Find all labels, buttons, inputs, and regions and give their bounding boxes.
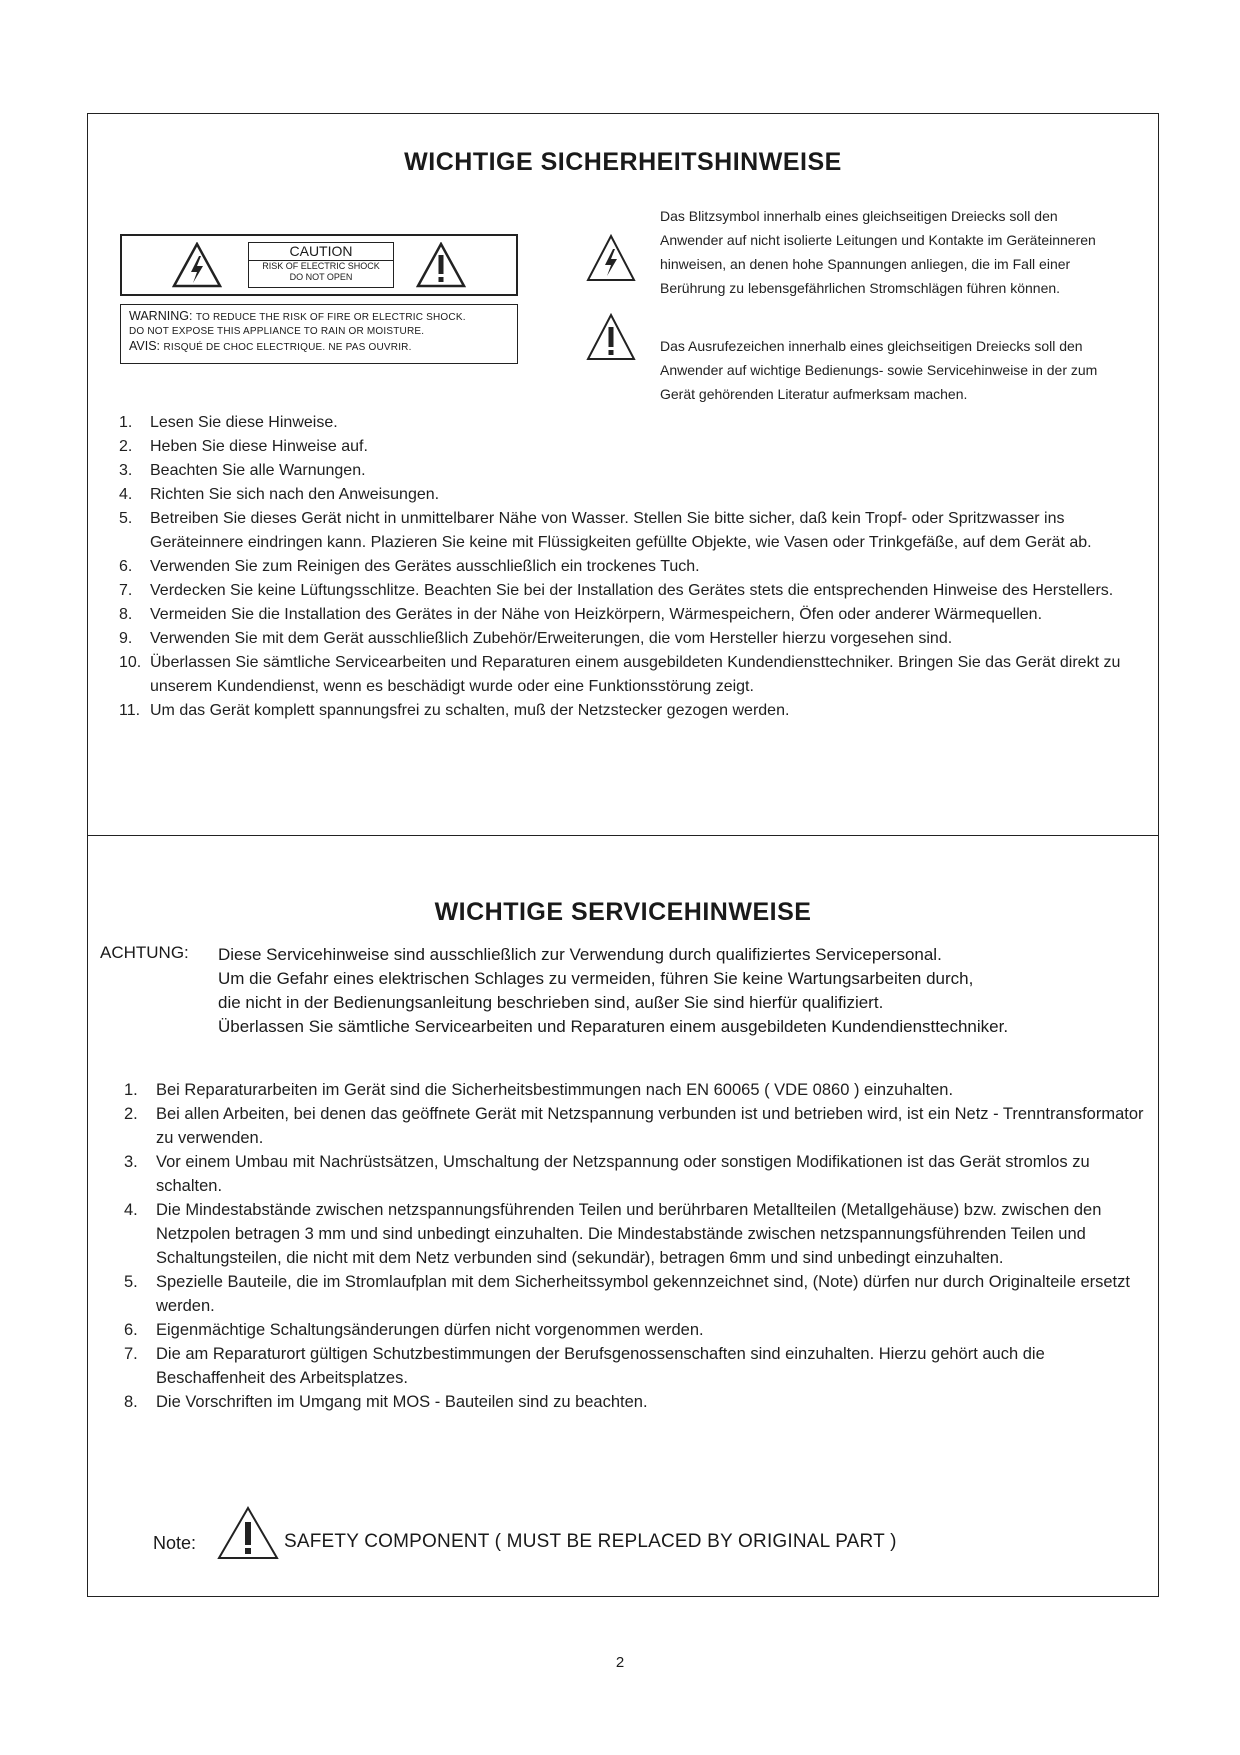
list-item <box>124 1198 1154 1270</box>
caution-risk-text: RISK OF ELECTRIC SHOCK <box>262 261 380 271</box>
section-divider <box>87 835 1159 836</box>
item-number: 8. <box>119 606 133 623</box>
achtung-line-2: Um die Gefahr eines elektrischen Schlages zu vermeiden, führen Sie keine Wartungsarbeiten durch, <box>218 969 974 988</box>
list-item <box>124 1318 1154 1342</box>
item-text: Verwenden Sie zum Reinigen des Gerätes ausschließlich ein trockenes Tuch. <box>150 558 700 575</box>
avis-text: RISQUÉ DE CHOC ELECTRIQUE. NE PAS OUVRIR. <box>163 342 412 353</box>
item-number: 10. <box>119 654 142 671</box>
list-item <box>119 579 1149 603</box>
list-item <box>119 603 1149 627</box>
list-item <box>124 1270 1154 1318</box>
item-number: 1. <box>124 1081 138 1099</box>
item-text: Vermeiden Sie die Installation des Gerätes in der Nähe von Heizkörpern, Wärmespeichern, Öfen oder anderer Wärmequellen. <box>150 606 1043 623</box>
warning-text-1: TO REDUCE THE RISK OF FIRE OR ELECTRIC SHOCK. <box>195 312 466 323</box>
achtung-label: ACHTUNG: <box>100 943 189 962</box>
item-text: Die am Reparaturort gültigen Schutzbestimmungen der Berufsgenossenschaften sind einzuhalten. Hierzu gehört auch die Beschaffenheit des Arbeitsplatzes. <box>156 1345 1045 1387</box>
lightning-symbol-icon <box>586 234 636 282</box>
item-number: 7. <box>119 582 133 599</box>
item-number: 11. <box>119 702 141 719</box>
list-item <box>124 1078 1154 1102</box>
list-item <box>119 435 1149 459</box>
safety-title: WICHTIGE SICHERHEITSHINWEISE <box>404 148 842 176</box>
caution-label-box <box>120 234 518 296</box>
list-item <box>119 699 1149 723</box>
achtung-line-3: die nicht in der Bedienungsanleitung beschrieben sind, außer Sie sind hierfür qualifiziert. <box>218 993 884 1012</box>
service-title: WICHTIGE SERVICEHINWEISE <box>434 898 812 926</box>
list-item <box>119 459 1149 483</box>
caution-label: CAUTION <box>249 243 393 261</box>
exclamation-explanation: Das Ausrufezeichen innerhalb eines gleichseitigen Dreiecks soll den Anwender auf wichtige Bedienungs- sowie Servicehinweise in der zum Gerät gehörenden Literatur aufmerksam machen. <box>660 338 1098 402</box>
item-number: 3. <box>119 462 133 479</box>
item-text: Die Vorschriften im Umgang mit MOS - Bauteilen sind zu beachten. <box>156 1393 648 1411</box>
item-text: Bei allen Arbeiten, bei denen das geöffnete Gerät mit Netzspannung verbunden ist und betrieben wird, ist ein Netz - Trenntransformator zu verwenden. <box>156 1105 1144 1147</box>
exclamation-warning-icon <box>416 242 466 288</box>
item-text: Vor einem Umbau mit Nachrüstsätzen, Umschaltung der Netzspannung oder sonstigen Modifikationen ist das Gerät stromlos zu schalten. <box>156 1153 1090 1195</box>
item-text: Verdecken Sie keine Lüftungsschlitze. Beachten Sie bei der Installation des Gerätes stets die entsprechenden Hinweise des Herstellers. <box>150 582 1114 599</box>
avis-prefix: AVIS: <box>129 339 161 353</box>
list-item <box>119 483 1149 507</box>
warning-line-1 <box>129 309 509 325</box>
caution-do-not-open-text: DO NOT OPEN <box>289 272 353 282</box>
item-number: 4. <box>119 486 133 503</box>
list-item <box>124 1342 1154 1390</box>
warning-text-2: DO NOT EXPOSE THIS APPLIANCE TO RAIN OR MOISTURE. <box>129 326 425 337</box>
item-text: Eigenmächtige Schaltungsänderungen dürfen nicht vorgenommen werden. <box>156 1321 704 1339</box>
list-item <box>124 1102 1154 1150</box>
note-text: SAFETY COMPONENT ( MUST BE REPLACED BY ORIGINAL PART ) <box>284 1531 897 1552</box>
item-text: Überlassen Sie sämtliche Servicearbeiten und Reparaturen einem ausgebildeten Kundendiensttechniker. Bringen Sie das Gerät direkt zu unserem Kundendienst, wenn es beschädigt wurde oder eine Funktionsstörung zeigt. <box>150 654 1121 695</box>
avis-line <box>129 339 509 355</box>
achtung-text <box>218 943 1138 1039</box>
item-text: Beachten Sie alle Warnungen. <box>150 462 366 479</box>
item-text: Verwenden Sie mit dem Gerät ausschließlich Zubehör/Erweiterungen, die vom Hersteller hierzu vorgesehen sind. <box>150 630 953 647</box>
item-number: 9. <box>119 630 133 647</box>
page-number: 2 <box>615 1654 625 1671</box>
item-number: 8. <box>124 1393 138 1411</box>
safety-list <box>119 411 1149 723</box>
list-item <box>119 555 1149 579</box>
item-number: 5. <box>119 510 133 527</box>
lightning-warning-icon <box>172 242 222 288</box>
warning-box <box>120 304 518 364</box>
item-number: 4. <box>124 1201 138 1219</box>
item-text: Richten Sie sich nach den Anweisungen. <box>150 486 440 503</box>
item-text: Um das Gerät komplett spannungsfrei zu schalten, muß der Netzstecker gezogen werden. <box>150 702 790 719</box>
item-text: Lesen Sie diese Hinweise. <box>150 414 338 431</box>
item-number: 1. <box>119 414 133 431</box>
item-text: Bei Reparaturarbeiten im Gerät sind die Sicherheitsbestimmungen nach EN 60065 ( VDE 0860 ) einzuhalten. <box>156 1081 954 1099</box>
item-number: 6. <box>119 558 133 575</box>
lightning-explanation: Das Blitzsymbol innerhalb eines gleichseitigen Dreiecks soll den Anwender auf nicht isolierte Leitungen und Kontakte im Geräteinneren hinweisen, an denen hohe Spannungen anliegen, die im Fall einer Berührung zu lebensgefährlichen Stromschlägen führen können. <box>660 208 1096 296</box>
service-list <box>124 1078 1154 1414</box>
item-number: 2. <box>124 1105 138 1123</box>
list-item <box>119 627 1149 651</box>
list-item <box>119 507 1149 555</box>
item-number: 5. <box>124 1273 138 1291</box>
item-number: 2. <box>119 438 133 455</box>
item-text: Die Mindestabstände zwischen netzspannungsführenden Teilen und berührbaren Metallteilen (Metallgehäuse) bzw. zwischen den Netzpolen betragen 3 mm und sind unbedingt einzuhalten. Die Mindestabstände zwischen netzspannungsführenden Teilen und Schaltungsteilen, die nicht mit dem Netz verbunden sind (sekundär), betragen 6mm und sind unbedingt einzuhalten. <box>156 1201 1102 1267</box>
item-text: Heben Sie diese Hinweise auf. <box>150 438 368 455</box>
item-number: 6. <box>124 1321 138 1339</box>
item-number: 7. <box>124 1345 138 1363</box>
list-item <box>119 411 1149 435</box>
list-item <box>119 651 1149 699</box>
item-text: Spezielle Bauteile, die im Stromlaufplan mit dem Sicherheitssymbol gekennzeichnet sind, (Note) dürfen nur durch Originalteile ersetzt werden. <box>156 1273 1130 1315</box>
achtung-line-4: Überlassen Sie sämtliche Servicearbeiten und Reparaturen einem ausgebildeten Kundendiensttechniker. <box>218 1017 1009 1036</box>
item-text: Betreiben Sie dieses Gerät nicht in unmittelbarer Nähe von Wasser. Stellen Sie bitte sicher, daß kein Tropf- oder Spritzwasser ins Geräteinnere eindringen kann. Plazieren Sie keine mit Flüssigkeiten gefüllte Objekte, wie Vasen oder Trinkgefäße, auf dem Gerät ab. <box>150 510 1092 551</box>
item-number: 3. <box>124 1153 138 1171</box>
achtung-line-1: Diese Servicehinweise sind ausschließlich zur Verwendung durch qualifiziertes Servicepersonal. <box>218 945 942 964</box>
caution-inner-box <box>248 242 394 288</box>
list-item <box>124 1390 1154 1414</box>
safety-component-icon <box>217 1506 279 1560</box>
list-item <box>124 1150 1154 1198</box>
note-label: Note: <box>153 1533 197 1553</box>
warning-prefix: WARNING: <box>129 309 193 323</box>
exclamation-symbol-icon <box>586 313 636 361</box>
